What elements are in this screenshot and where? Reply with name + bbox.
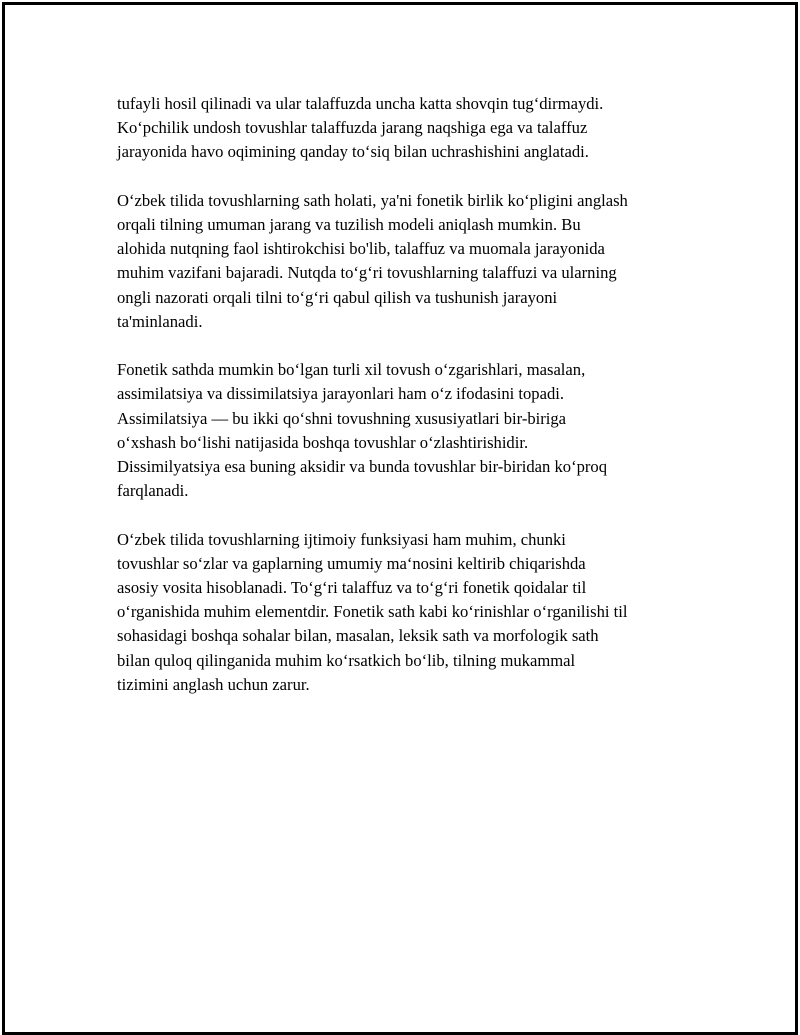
text-line: ongli nazorati orqali tilni to‘g‘ri qabul qilish va tushunish jarayoni [117, 287, 558, 307]
text-line: farqlanadi. [117, 481, 189, 501]
text-line: O‘zbek tilida tovushlarning sath holati, ya'ni fonetik birlik ko‘pligini anglash [117, 190, 628, 210]
text-line: Dissimilyatsiya esa buning aksidir va bunda tovushlar bir-biridan ko‘proq [117, 457, 608, 477]
text-line: jarayonida havo oqimining qanday to‘siq bilan uchrashishini anglatadi. [117, 142, 589, 162]
text-line: orqali tilning umuman jarang va tuzilish modeli aniqlash mumkin. Bu [117, 215, 581, 234]
text-line: o‘xshash bo‘lishi natijasida boshqa tovushlar o‘zlashtirishidir. [117, 432, 529, 452]
text-line: assimilatsiya va dissimilatsiya jarayonlari ham o‘z ifodasini topadi. [117, 384, 565, 404]
text-line: o‘rganishida muhim elementdir. Fonetik sath kabi ko‘rinishlar o‘rganilishi til [117, 602, 628, 622]
text-line: Assimilatsiya — bu ikki qo‘shni tovushning xususiyatlari bir-biriga [117, 408, 567, 428]
text-line: tufayli hosil qilinadi va ular talaffuzda uncha katta shovqin tug‘dirmaydi. [117, 94, 604, 113]
text-line: tovushlar so‘zlar va gaplarning umumiy ma‘nosini keltirib chiqarishda [117, 553, 586, 573]
text-line: Ko‘pchilik undosh tovushlar talaffuzda jarang naqshiga ega va talaffuz [117, 118, 588, 138]
paragraph-4 [117, 528, 692, 697]
text-line: bilan quloq qilinganida muhim ko‘rsatkich bo‘lib, tilning mukammal [117, 650, 576, 670]
text-line: Fonetik sathda mumkin bo‘lgan turli xil tovush o‘zgarishlari, masalan, [117, 360, 586, 380]
paragraph-3 [117, 358, 692, 503]
text-line: asosiy vosita hisoblanadi. To‘g‘ri talaffuz va to‘g‘ri fonetik qoidalar til [117, 578, 587, 598]
text-line: sohasidagi boshqa sohalar bilan, masalan, leksik sath va morfologik sath [117, 626, 599, 646]
text-line: ta'minlanadi. [117, 311, 203, 331]
text-line: alohida nutqning faol ishtirokchisi bo'lib, talaffuz va muomala jarayonida [117, 239, 605, 259]
text-line: muhim vazifani bajaradi. Nutqda to‘g‘ri tovushlarning talaffuzi va ularning [117, 263, 617, 283]
document-body [117, 92, 692, 721]
paragraph-2 [117, 189, 692, 334]
paragraph-1 [117, 92, 692, 165]
text-line: O‘zbek tilida tovushlarning ijtimoiy funksiyasi ham muhim, chunki [117, 529, 566, 549]
text-line: tizimini anglash uchun zarur. [117, 674, 310, 694]
